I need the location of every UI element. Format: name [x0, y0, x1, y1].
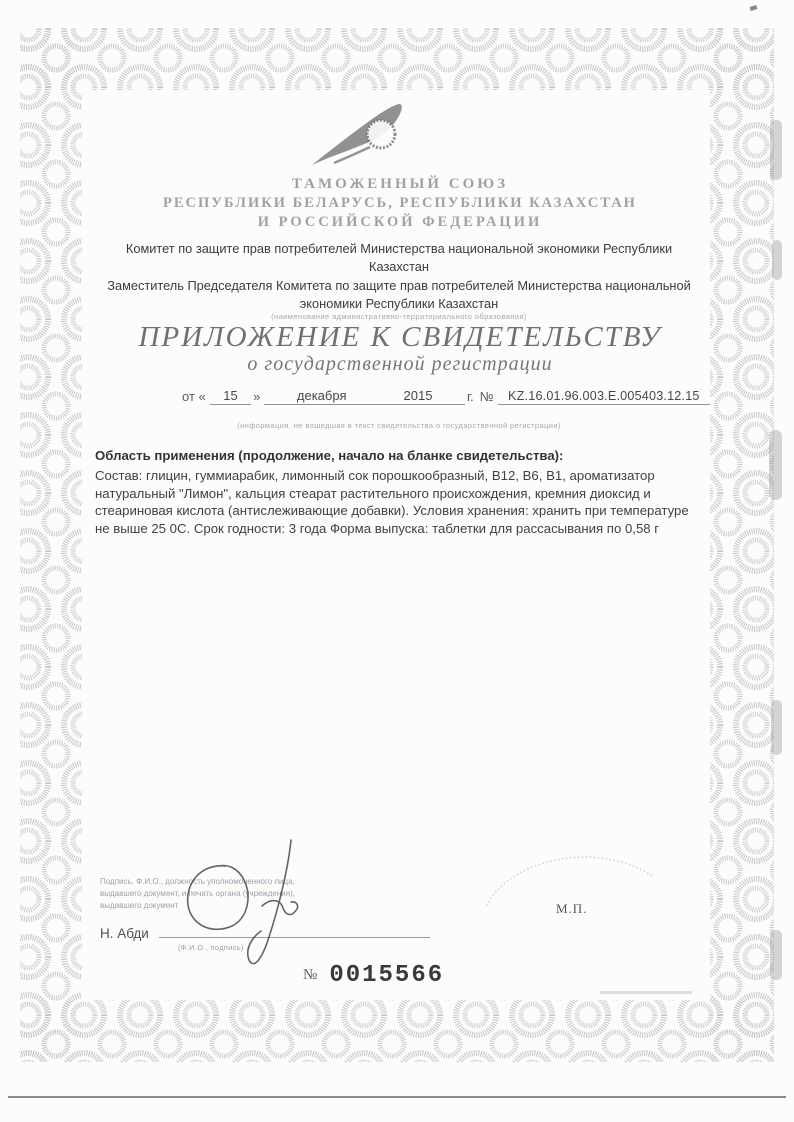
dateline-close-quote: » [253, 389, 261, 404]
authority-line2: Заместитель Председателя Комитета по защите прав потребителей Министерства национальной экономики Республики Казахстан [107, 278, 691, 312]
signature-under-caption: (Ф.И.О., подпись) [178, 943, 244, 952]
dateline-caption: (информация, не вошедшая в текст свидетельства о государственной регистрации) [237, 421, 561, 430]
serial-number [303, 962, 444, 989]
serial-number-value: 0015566 [329, 962, 445, 989]
document-title-main: ПРИЛОЖЕНИЕ К СВИДЕТЕЛЬСТВУ [138, 321, 662, 353]
print-note-artifact [600, 991, 692, 994]
signature-caption-line2: выдавшего документ, и печать органа (учреждения), [100, 889, 295, 898]
application-scope-heading: Область применения (продолжение, начало на бланке свидетельства): [95, 448, 564, 463]
dateline-month: декабря [296, 388, 347, 403]
dateline-number-sign: № [479, 389, 494, 404]
authority-line1: Комитет по защите прав потребителей Министерства национальной экономики Республики Казахстан [125, 241, 673, 275]
stamp-place-label: М.П. [556, 901, 588, 916]
serial-number-sign: № [303, 967, 318, 983]
dateline-prefix: от « [182, 389, 206, 404]
dateline-year-suffix: г. [466, 389, 474, 404]
dateline-year: 2015 [403, 388, 433, 403]
registration-number: KZ.16.01.96.003.E.005403.12.15 [498, 389, 710, 405]
application-scope-text: Состав: глицин, гуммиарабик, лимонный сок порошкообразный, В12, В6, В1, ароматизатор натуральный "Лимон", кальция стеарат растительного происхождения, кремния диоксид и стеариновая кислота (антислеживающие добавки). Условия хранения: хранить при температуре не выше 25 0С. Срок годности: 3 года Форма выпуска: таблетки для рассасывания по 0,58 г [95, 468, 689, 536]
union-header-line3: И РОССИЙСКОЙ ФЕДЕРАЦИИ [257, 214, 543, 230]
dateline-day: 15 [210, 388, 251, 405]
union-header-line1: ТАМОЖЕННЫЙ СОЮЗ [291, 176, 509, 192]
authority-caption: (наименование административно-территориального образования) [271, 312, 527, 321]
scan-edge-line [8, 1096, 786, 1098]
union-header-line2: РЕСПУБЛИКИ БЕЛАРУСЬ, РЕСПУБЛИКИ КАЗАХСТАН [163, 195, 637, 211]
signature-caption-line3: выдавшего документ [100, 901, 179, 910]
signature-caption-line1: Подпись, Ф.И.О., должность уполномоченного лица, [100, 877, 295, 886]
document-title-sub: о государственной регистрации [247, 353, 553, 376]
signatory-name: Н. Абди [100, 926, 149, 941]
